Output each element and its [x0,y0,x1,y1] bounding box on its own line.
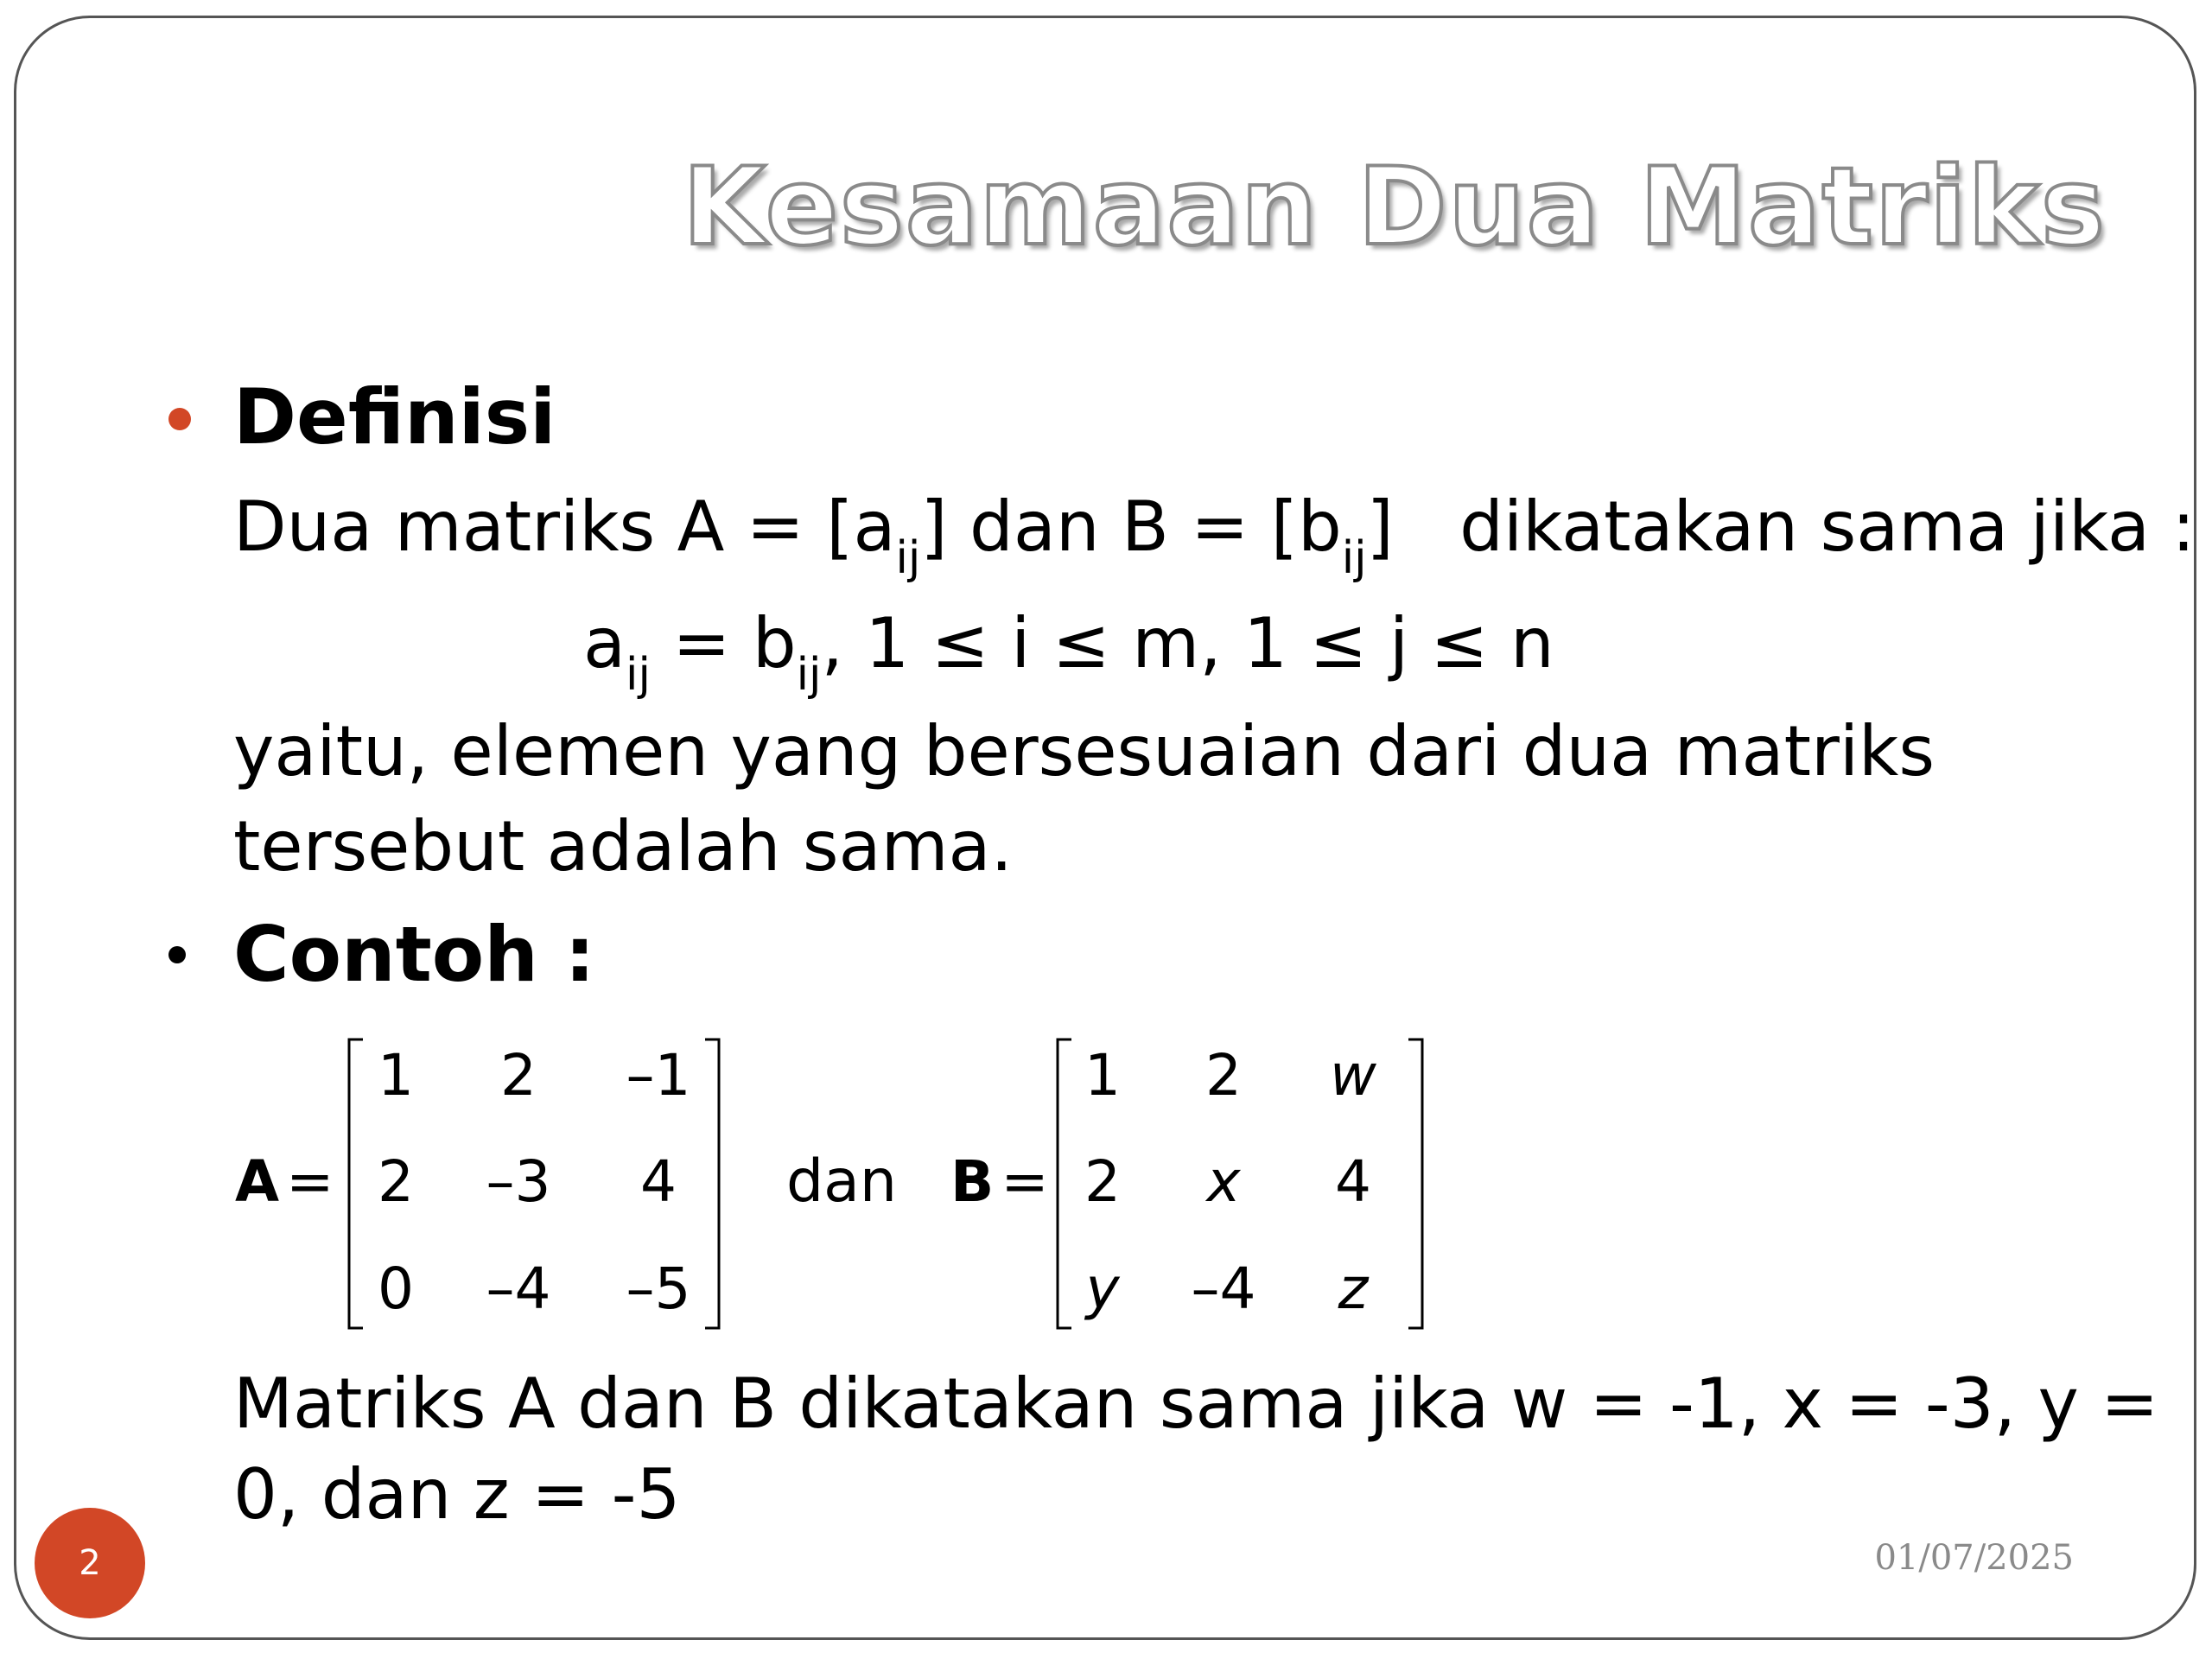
matrix-b-cell: –4 [1191,1255,1256,1322]
condition-suffix: , 1 ≤ i ≤ m, 1 ≤ j ≤ n [821,603,1554,683]
dan-connector: dan [786,1147,897,1216]
subscript-ij: ij [626,649,651,701]
definition-line3: yaitu, elemen yang bersesuaian dari dua matriks [233,711,1936,791]
matrix-b-cell: 1 [1084,1042,1121,1109]
equals-sign: = [1001,1148,1049,1215]
matrix-b-cell: 2 [1205,1042,1242,1109]
definition-line1 [233,484,2196,584]
matrix-b-cell: w [1330,1042,1376,1109]
subscript-ij: ij [895,532,921,584]
slide-date: 01/07/2025 [1874,1538,2074,1578]
slide-title: Kesamaan Dua Matriks [683,145,2107,270]
matrix-b-label [950,1147,1049,1217]
matrix-b-cell: y [1085,1255,1120,1322]
subscript-ij: ij [796,649,822,701]
matrix-a-cell: –4 [486,1255,551,1322]
definition-line1-suffix: ] dikatakan sama jika : [1366,486,2196,567]
matrix-a-cell: 2 [500,1042,537,1109]
condition-mid: = b [650,603,797,683]
matrix-a-cell: –5 [626,1255,691,1322]
matrix-a-cell: 2 [378,1148,414,1215]
matrix-b-name: B [950,1148,995,1215]
matrix-a-name: A [235,1148,280,1215]
bullet-dot-orange [168,408,191,430]
matrix-b-cell: 4 [1335,1148,1371,1215]
matrix-b-cell: z [1338,1255,1369,1322]
definition-line4: tersebut adalah sama. [233,806,1013,887]
conclusion-line2: 0, dan z = -5 [233,1454,681,1535]
matrix-b-cell: 2 [1084,1148,1121,1215]
matrix-a-label [235,1147,334,1217]
condition-a: a [583,603,626,683]
page-number-badge: 2 [35,1508,145,1618]
equals-sign: = [286,1148,334,1215]
definition-heading: Definisi [233,372,556,461]
matrix-a-cell: –3 [486,1148,551,1215]
subscript-ij: ij [1341,532,1367,584]
conclusion-line1: Matriks A dan B dikatakan sama jika w = -1, x = -3, y = [233,1363,2159,1444]
definition-line1-mid: ] dan B = [b [920,486,1342,567]
matrix-a-cell: 4 [640,1148,677,1215]
matrix-b-cell: x [1206,1148,1241,1215]
matrix-a-cell: 0 [378,1255,414,1322]
bullet-dot-black [168,946,186,963]
equality-condition [583,601,1554,701]
definition-line1-prefix: Dua matriks A = [a [233,486,896,567]
example-heading: Contoh : [233,910,595,999]
matrix-a-cell: –1 [626,1042,691,1109]
matrix-a-cell: 1 [378,1042,414,1109]
